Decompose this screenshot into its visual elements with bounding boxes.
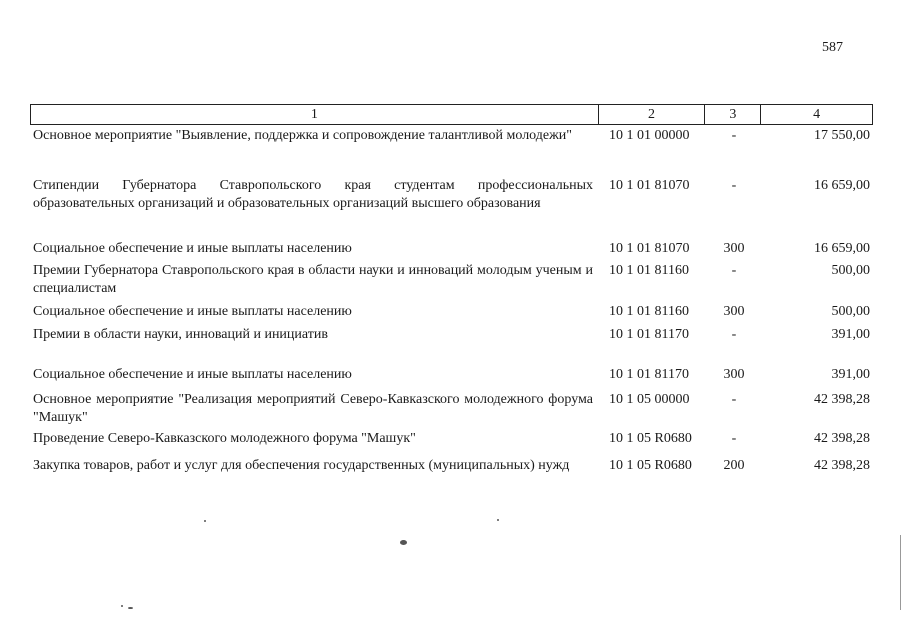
table-row — [30, 127, 873, 145]
scan-speck — [400, 540, 407, 545]
row-amount: 391,00 — [831, 367, 870, 382]
row-code: 10 1 01 00000 — [609, 128, 690, 143]
row-name: Социальное обеспечение и иные выплаты населению — [33, 304, 352, 319]
row-expense-type: - — [731, 327, 737, 342]
row-code: 10 1 05 R0680 — [609, 431, 692, 446]
table-row — [30, 177, 873, 213]
row-expense-type: 300 — [723, 367, 745, 382]
row-name: Проведение Северо-Кавказского молодежного форума "Машук" — [33, 431, 416, 446]
row-expense-type: 300 — [723, 304, 745, 319]
row-name: Социальное обеспечение и иные выплаты населению — [33, 241, 352, 256]
column-header-3: 3 — [705, 105, 761, 124]
scan-speck — [497, 519, 499, 521]
table-row — [30, 326, 873, 344]
row-amount: 42 398,28 — [814, 458, 870, 473]
row-code: 10 1 01 81070 — [609, 241, 690, 256]
row-amount: 42 398,28 — [814, 431, 870, 446]
table-header-row — [30, 104, 873, 125]
row-code: 10 1 01 81160 — [609, 304, 689, 319]
row-amount: 500,00 — [831, 263, 870, 278]
row-amount: 42 398,28 — [814, 392, 870, 407]
row-name: Премии в области науки, инноваций и инициатив — [33, 327, 328, 342]
column-header-2: 2 — [599, 105, 706, 124]
row-code: 10 1 01 81170 — [609, 367, 689, 382]
table-row — [30, 366, 873, 384]
row-expense-type: - — [731, 392, 737, 407]
row-code: 10 1 05 00000 — [609, 392, 690, 407]
budget-table — [30, 104, 873, 505]
row-amount: 17 550,00 — [814, 128, 870, 143]
row-expense-type: 300 — [723, 241, 745, 256]
row-amount: 16 659,00 — [814, 178, 870, 193]
row-code: 10 1 01 81170 — [609, 327, 689, 342]
table-row — [30, 303, 873, 321]
table-row — [30, 262, 873, 298]
row-code: 10 1 05 R0680 — [609, 458, 692, 473]
table-row — [30, 457, 873, 475]
row-expense-type: - — [731, 431, 737, 446]
row-name: Стипендии Губернатора Ставропольского края студентам профессиональных образовательных организаций и образовательных организаций высшего образования — [33, 178, 593, 211]
row-amount: 391,00 — [831, 327, 870, 342]
row-expense-type: - — [731, 128, 737, 143]
row-expense-type: - — [731, 263, 737, 278]
row-name: Основное мероприятие "Выявление, поддержка и сопровождение талантливой молодежи" — [33, 128, 572, 143]
column-header-4: 4 — [813, 106, 821, 122]
row-expense-type: 200 — [723, 458, 745, 473]
table-row — [30, 240, 873, 258]
row-name: Основное мероприятие "Реализация мероприятий Северо-Кавказского молодежного форума "Машук" — [33, 392, 593, 425]
row-name: Премии Губернатора Ставропольского края в области науки и инноваций молодым ученым и специалистам — [33, 263, 593, 296]
scan-edge-line — [900, 535, 901, 610]
row-name: Социальное обеспечение и иные выплаты населению — [33, 367, 352, 382]
scan-speck — [128, 607, 133, 609]
row-name: Закупка товаров, работ и услуг для обеспечения государственных (муниципальных) нужд — [33, 458, 570, 473]
page-number: 587 — [822, 40, 843, 55]
table-row — [30, 430, 873, 448]
scan-speck — [204, 520, 206, 522]
scan-speck — [121, 605, 123, 607]
row-amount: 16 659,00 — [814, 241, 870, 256]
row-amount: 500,00 — [831, 304, 870, 319]
row-expense-type: - — [731, 178, 737, 193]
row-code: 10 1 01 81160 — [609, 263, 689, 278]
table-body — [30, 125, 873, 505]
row-code: 10 1 01 81070 — [609, 178, 690, 193]
table-row — [30, 391, 873, 427]
column-header-1: 1 — [31, 105, 599, 124]
